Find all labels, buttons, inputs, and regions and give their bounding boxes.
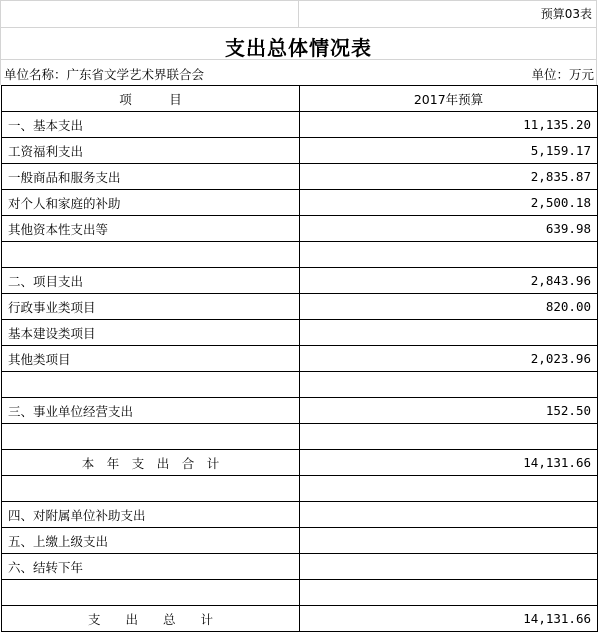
row-value-cell[interactable]: 14,131.66 [300, 450, 598, 476]
row-label-cell[interactable]: 四、对附属单位补助支出 [2, 502, 300, 528]
row-label-cell[interactable]: 支 出 总 计 [2, 606, 300, 632]
row-label-cell[interactable] [2, 424, 300, 450]
table-row [2, 372, 598, 398]
table-row [2, 216, 598, 242]
row-value-cell[interactable] [300, 528, 598, 554]
row-label-cell[interactable]: 三、事业单位经营支出 [2, 398, 300, 424]
unit-name: 单位名称：广东省文学艺术界联合会 [4, 67, 205, 82]
table-row [2, 398, 598, 424]
row-label-cell[interactable]: 基本建设类项目 [2, 320, 300, 346]
row-label-cell[interactable]: 其他类项目 [2, 346, 300, 372]
table-row [2, 320, 598, 346]
table-row [2, 164, 598, 190]
table-row [2, 528, 598, 554]
row-value-cell[interactable]: 639.98 [300, 216, 598, 242]
row-value-cell[interactable]: 2,023.96 [300, 346, 598, 372]
row-label-cell[interactable]: 五、上缴上级支出 [2, 528, 300, 554]
table-row [2, 424, 598, 450]
row-value-cell[interactable]: 5,159.17 [300, 138, 598, 164]
row-label-cell[interactable] [2, 476, 300, 502]
table-row [2, 554, 598, 580]
row-value-cell[interactable] [300, 242, 598, 268]
row-label-cell[interactable]: 一、基本支出 [2, 112, 300, 138]
row-value-cell[interactable] [300, 476, 598, 502]
header-budget[interactable]: 2017年预算 [300, 86, 598, 112]
row-value-cell[interactable]: 2,835.87 [300, 164, 598, 190]
row-value-cell[interactable]: 152.50 [300, 398, 598, 424]
row-label-cell[interactable]: 本 年 支 出 合 计 [2, 450, 300, 476]
row-value-cell[interactable]: 2,843.96 [300, 268, 598, 294]
table-header-row [2, 86, 598, 112]
table-row [2, 138, 598, 164]
table-row [2, 190, 598, 216]
row-value-cell[interactable]: 2,500.18 [300, 190, 598, 216]
table-row [2, 580, 598, 606]
row-value-cell[interactable] [300, 554, 598, 580]
row-label-cell[interactable]: 其他资本性支出等 [2, 216, 300, 242]
header-item[interactable]: 项 目 [2, 86, 300, 112]
row-label-cell[interactable]: 对个人和家庭的补助 [2, 190, 300, 216]
row-label-cell[interactable]: 六、结转下年 [2, 554, 300, 580]
row-label-cell[interactable] [2, 242, 300, 268]
row-label-cell[interactable]: 一般商品和服务支出 [2, 164, 300, 190]
table-row [2, 476, 598, 502]
row-label-cell[interactable] [2, 580, 300, 606]
gridline [0, 27, 597, 28]
table-row [2, 502, 598, 528]
table-row [2, 242, 598, 268]
row-label-cell[interactable] [2, 372, 300, 398]
row-value-cell[interactable] [300, 502, 598, 528]
gridline [298, 0, 299, 27]
table-row [2, 112, 598, 138]
expenditure-table [1, 85, 598, 632]
row-value-cell[interactable]: 14,131.66 [300, 606, 598, 632]
table-row [2, 606, 598, 632]
table-row [2, 294, 598, 320]
row-label-cell[interactable]: 工资福利支出 [2, 138, 300, 164]
row-value-cell[interactable]: 11,135.20 [300, 112, 598, 138]
table-row [2, 450, 598, 476]
form-number: 预算03表 [540, 7, 592, 21]
row-value-cell[interactable] [300, 424, 598, 450]
row-value-cell[interactable] [300, 372, 598, 398]
row-value-cell[interactable]: 820.00 [300, 294, 598, 320]
row-value-cell[interactable] [300, 320, 598, 346]
table-row [2, 346, 598, 372]
row-label-cell[interactable]: 行政事业类项目 [2, 294, 300, 320]
row-label-cell[interactable]: 二、项目支出 [2, 268, 300, 294]
unit-measure: 单位：万元 [531, 67, 594, 82]
page-title: 支出总体情况表 [225, 36, 372, 60]
table-row [2, 268, 598, 294]
row-value-cell[interactable] [300, 580, 598, 606]
